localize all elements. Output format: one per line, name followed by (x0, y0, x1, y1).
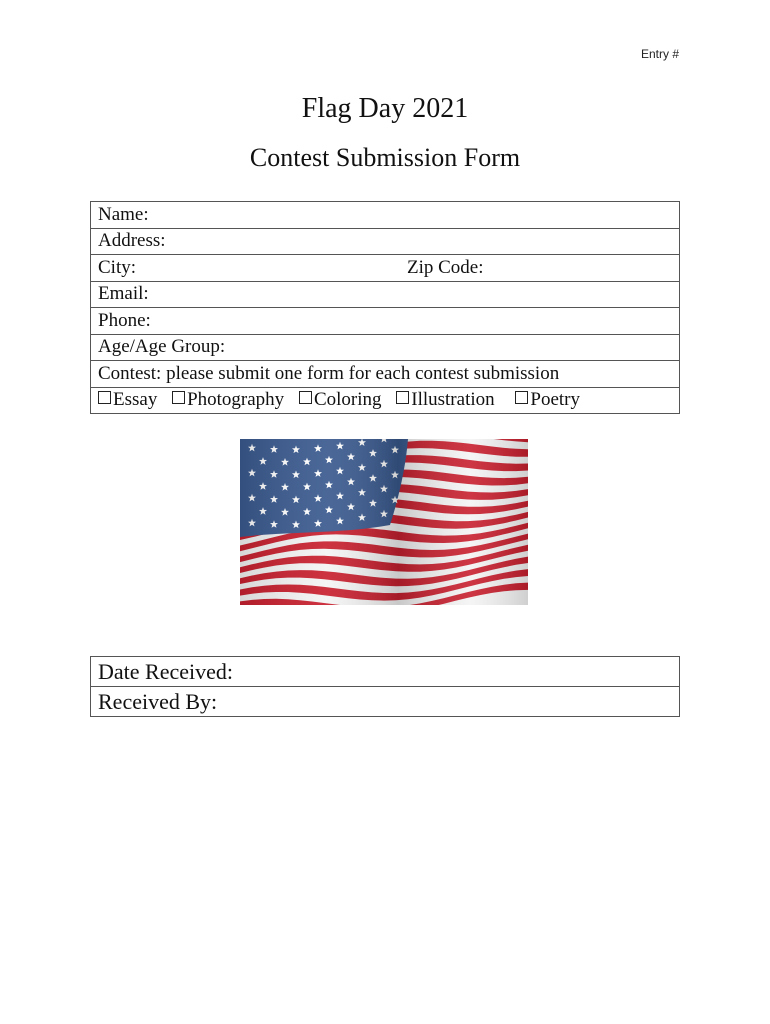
option-label: Photography (187, 389, 285, 411)
option-coloring[interactable] (299, 389, 382, 410)
option-essay[interactable] (98, 389, 157, 410)
zip-code-label: Zip Code: (407, 257, 484, 278)
phone-label: Phone: (98, 309, 151, 331)
checkbox-icon[interactable] (299, 391, 312, 404)
checkbox-icon[interactable] (172, 391, 185, 404)
page-title: Flag Day 2021 (301, 93, 469, 124)
office-use-table (90, 656, 680, 717)
zip-code-field[interactable] (407, 255, 484, 281)
date-received-field[interactable] (91, 657, 680, 687)
name-field[interactable] (91, 202, 680, 229)
email-label: Email: (98, 283, 149, 305)
name-label: Name: (98, 203, 149, 225)
city-field[interactable] (98, 257, 136, 278)
option-poetry[interactable] (515, 389, 580, 410)
american-flag-image (240, 439, 528, 605)
entry-number-label: Entry # (640, 47, 679, 61)
checkbox-icon[interactable] (396, 391, 409, 404)
received-by-label: Received By: (98, 688, 218, 714)
checkbox-icon[interactable] (515, 391, 528, 404)
age-group-field[interactable] (91, 334, 680, 361)
contest-options-row (91, 387, 680, 414)
age-group-label: Age/Age Group: (98, 336, 226, 358)
page-subtitle: Contest Submission Form (249, 143, 521, 172)
option-photography[interactable] (172, 389, 284, 410)
address-field[interactable] (91, 228, 680, 255)
received-by-field[interactable] (91, 687, 680, 717)
city-zip-row (91, 255, 680, 282)
option-label: Coloring (313, 389, 382, 411)
submission-form-table (90, 201, 680, 414)
address-label: Address: (98, 230, 166, 252)
date-received-label: Date Received: (98, 658, 233, 684)
city-label: City: (98, 256, 137, 278)
checkbox-icon[interactable] (98, 391, 111, 404)
option-label: Poetry (530, 389, 580, 411)
option-label: Essay (113, 389, 158, 411)
option-illustration[interactable] (396, 389, 494, 410)
phone-field[interactable] (91, 308, 680, 335)
email-field[interactable] (91, 281, 680, 308)
contest-instruction: Contest: please submit one form for each contest submission (91, 361, 680, 388)
option-label: Illustration (411, 389, 495, 411)
